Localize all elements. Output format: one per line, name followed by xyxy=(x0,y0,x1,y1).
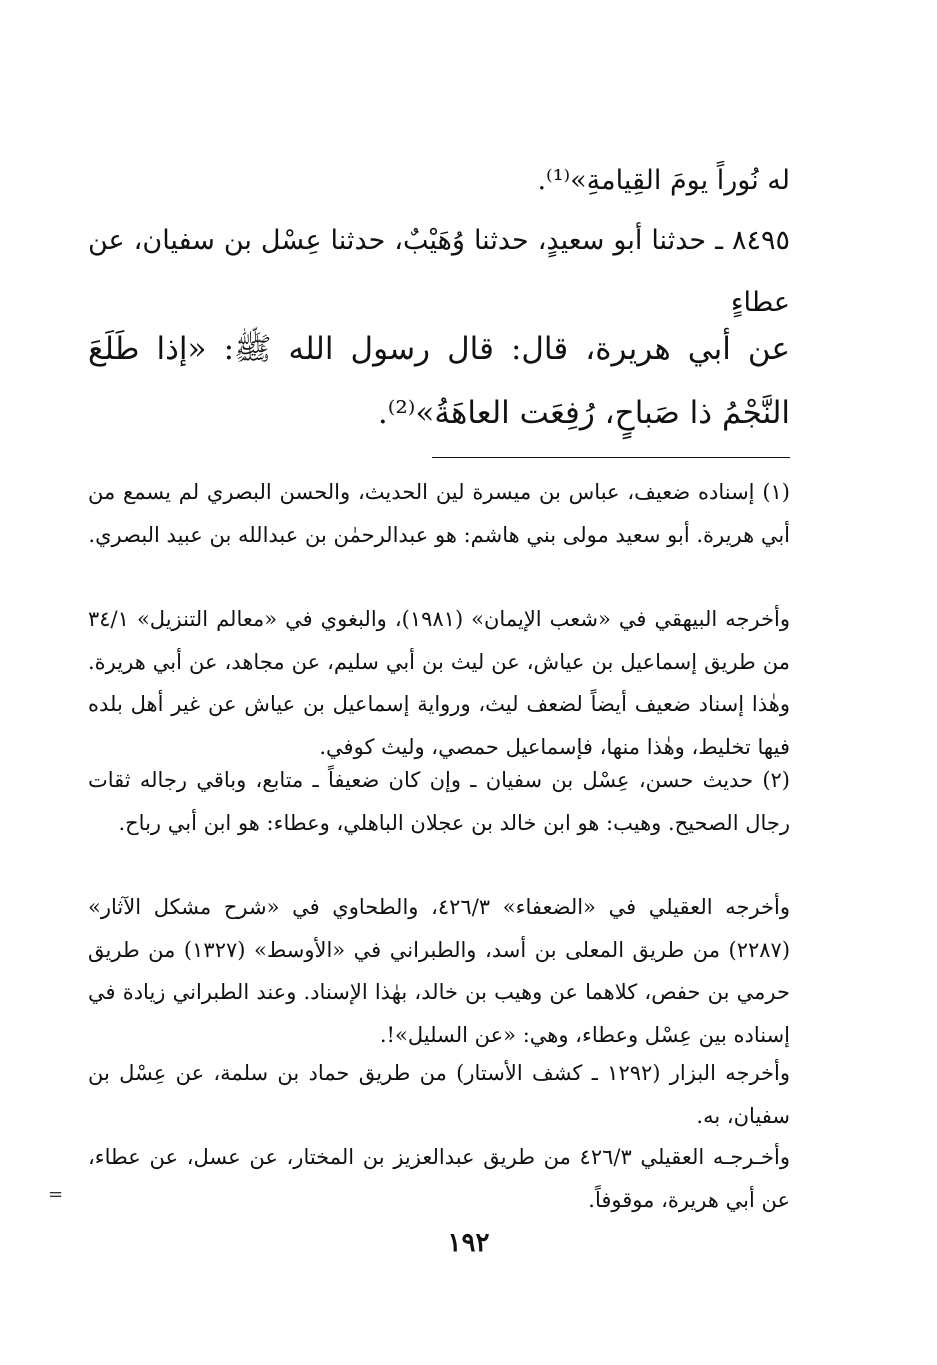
footnote-1-paragraph-1: (١) إسناده ضعيف، عباس بن ميسرة لين الحديث، والحسن البصري لم يسمع من أبي هريرة. أبو سعيد مولى بني هاشم: هو عبدالرحمٰن بن عبدالله بن عبيد البصري. xyxy=(88,480,790,547)
footnote-1-paragraph-2: وأخرجه البيهقي في «شعب الإيمان» (١٩٨١)، والبغوي في «معالم التنزيل» ٣٤/١ من طريق إسماعيل بن عياش، عن ليث بن أبي سليم، عن مجاهد، عن أبي هريرة. وهٰذا إسناد ضعيف أيضاً لضعف ليث، ورواية إسماعيل بن عياش عن غير أهل بلده فيها تخليط، وهٰذا منها، فإسماعيل حمصي، وليث كوفي. xyxy=(88,607,790,759)
footnote-2-paragraph-2: وأخرجه العقيلي في «الضعفاء» ٤٢٦/٣، والطحاوي في «شرح مشكل الآثار» (٢٢٨٧) من طريق المعلى بن أسد، والطبراني في «الأوسط» (١٣٢٧) من طريق حرمي بن حفص، كلاهما عن وهيب بن خالد، بهٰذا الإسناد. وعند الطبراني زيادة في إسناده بين عِسْل وعطاء، وهي: «عن السليل»!. xyxy=(88,895,791,1047)
hadith-8495-matn: عن أبي هريرة، قال: قال رسول الله ﷺ: «إذا طَلَعَ النَّجْمُ ذا صَباحٍ، رُفِعَت العاهَةُ»⁽²⁾. xyxy=(88,331,790,431)
margin-continuation-mark: = xyxy=(48,1184,64,1205)
main-text-line-1: له نُوراً يومَ القِيامةِ»⁽¹⁾. xyxy=(537,165,790,196)
footnote-2-paragraph-3: وأخرجه البزار (١٢٩٢ ـ كشف الأستار) من طريق حماد بن سلمة، عن عِسْل بن سفيان، به. xyxy=(88,1061,790,1128)
page-number: ١٩٢ xyxy=(447,1228,490,1258)
hadith-8495-isnad: ٨٤٩٥ ـ حدثنا أبو سعيدٍ، حدثنا وُهَيْبٌ، حدثنا عِسْل بن سفيان، عن عطاءٍ xyxy=(88,225,790,318)
footnote-2-paragraph-4: وأخـرجـه العقيلي ٤٢٦/٣ من طريق عبدالعزيز بن المختار، عن عسل، عن عطاء، عن أبي هريرة، موقوفاً. xyxy=(88,1145,790,1212)
footnote-separator xyxy=(432,457,790,458)
footnote-2-paragraph-1: (٢) حديث حسن، عِسْل بن سفيان ـ وإن كان ضعيفاً ـ متابع، وباقي رجاله ثقات رجال الصحيح. وهيب: هو ابن خالد بن عجلان الباهلي، وعطاء: هو ابن أبي رباح. xyxy=(88,768,790,835)
